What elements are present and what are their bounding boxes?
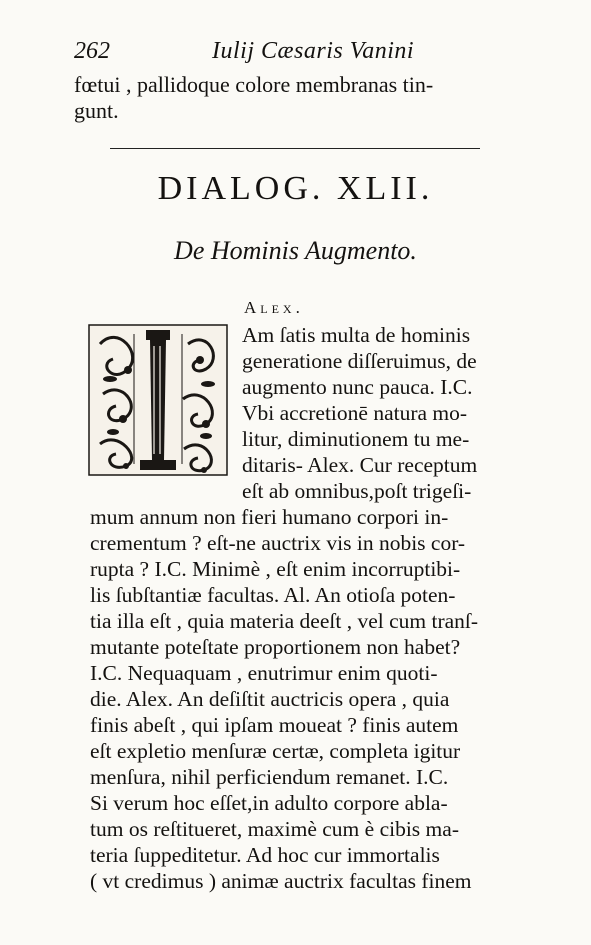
text-line: die. Alex. An deſiſtit auctricis opera , quia [90,687,450,711]
page-number: 262 [74,38,110,64]
dialog-heading: DIALOG. XLII. [157,170,434,207]
continuation-line-2: gunt. [74,98,119,123]
text-line: litur, diminutionem tu me- [242,427,470,451]
speaker-name: Alex. [244,298,304,317]
text-line: I.C. Nequaquam , enutrimur enim quoti- [90,661,438,685]
text-line: rupta ? I.C. Minimè , eſt enim incorruptibi- [90,557,461,581]
text-line: eſt ab omnibus,poſt trigeſi- [242,479,472,503]
dialog-subtitle: De Hominis Augmento. [174,236,417,265]
text-line: augmento nunc pauca. I.C. [242,375,473,399]
text-line: Vbi accretionē natura mo- [242,401,468,425]
text-line: Am ſatis multa de hominis [242,323,471,347]
text-line: crementum ? eſt-ne auctrix vis in nobis cor- [90,531,466,555]
text-line: generatione diſſeruimus, de [242,349,477,373]
text-line: ditaris- Alex. Cur receptum [242,453,478,477]
text-line: tum os reſtitueret, maximè cum è cibis ma- [90,817,459,841]
text-line: eſt expletio menſuræ certæ, completa igitur [90,739,461,763]
text-line: ( vt credimus ) animæ auctrix facultas finem [90,869,472,893]
text-line: mum annum non fieri humano corpori in- [90,505,449,529]
text-line: tia illa eſt , quia materia deeſt , vel cum tranſ- [90,609,479,633]
section-divider [110,148,480,149]
text-line: mutante poteſtate proportionem non habet? [90,635,461,659]
decorated-initial-I-icon [88,324,228,476]
text-line: lis ſubſtantiæ facultas. Al. An otioſa poten- [90,583,456,607]
text-line: Si verum hoc eſſet,in adulto corpore abla- [90,791,448,815]
text-line: finis abeſt , qui ipſam moueat ? finis autem [90,713,459,737]
text-line: teria ſuppeditetur. Ad hoc cur immortalis [90,843,440,867]
text-line: menſura, nihil perficiendum remanet. I.C. [90,765,449,789]
continuation-line-1: fœtui , pallidoque colore membranas tin- [74,72,434,97]
running-title: Iulij Cæsaris Vanini [212,38,415,64]
